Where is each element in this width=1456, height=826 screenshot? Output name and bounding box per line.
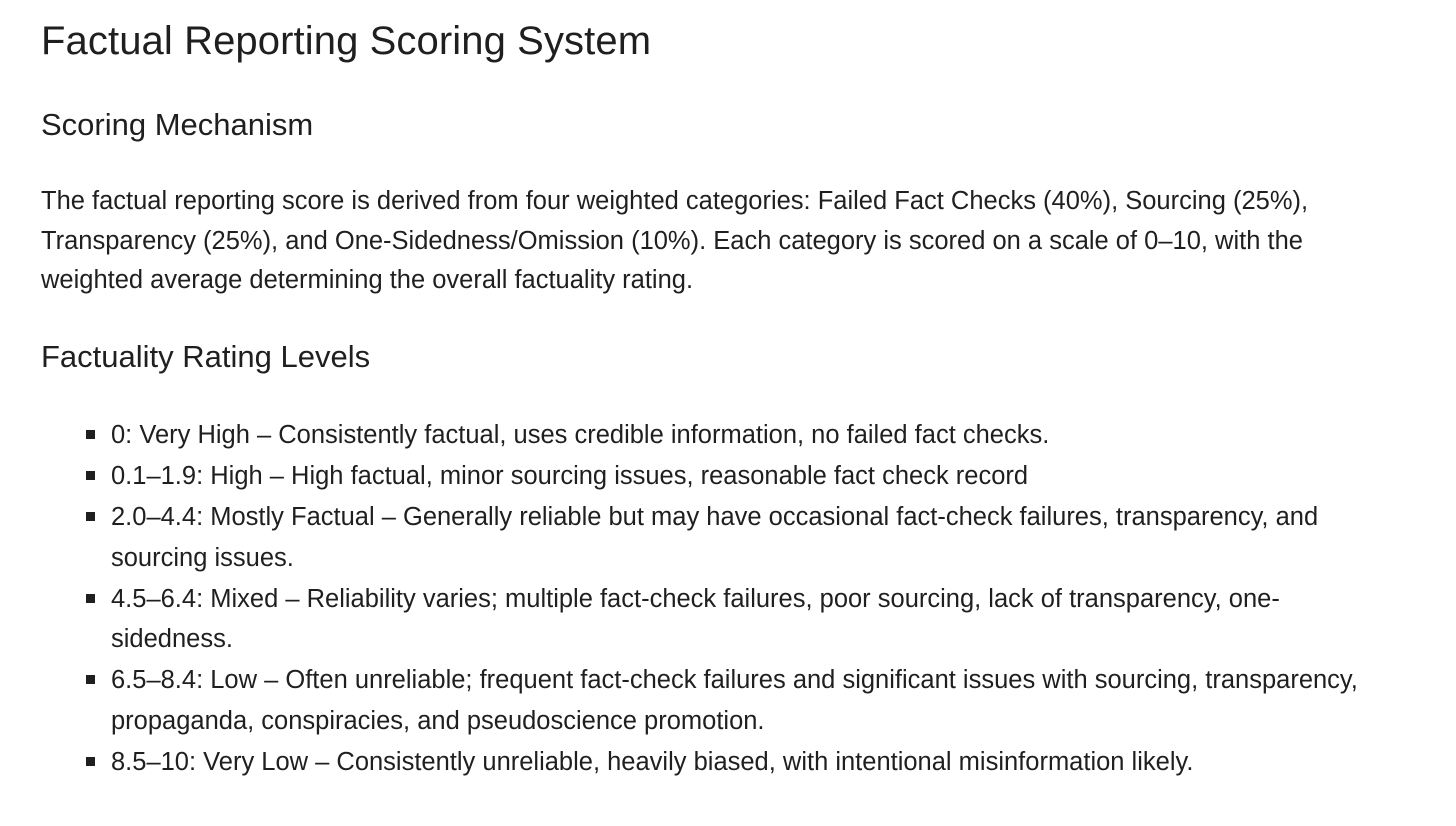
page-title: Factual Reporting Scoring System <box>41 19 652 63</box>
rating-level-high <box>111 456 1401 497</box>
rating-level-text: 0.1–1.9: High – High factual, minor sourcing issues, reasonable fact check record <box>111 462 1029 490</box>
square-bullet-icon <box>86 471 95 480</box>
rating-level-mixed <box>111 579 1401 660</box>
square-bullet-icon <box>86 675 95 684</box>
scoring-mechanism-paragraph: The factual reporting score is derived from four weighted categories: Failed Fact Checks (40%), Sourcing (25%), Transparency (25%), and One-Sidedness/Omission (10%). Each category is scored on a scale of 0–10, with the weighted average determining the overall factuality rating. <box>41 187 1309 294</box>
factuality-rating-levels-heading: Factuality Rating Levels <box>41 339 371 374</box>
rating-level-low <box>111 660 1401 741</box>
rating-level-text: 8.5–10: Very Low – Consistently unreliable, heavily biased, with intentional misinformation likely. <box>111 747 1194 776</box>
rating-level-text: 2.0–4.4: Mostly Factual – Generally reliable but may have occasional fact-check failures, transparency, and sourcing issues. <box>111 503 1319 572</box>
rating-level-mostly-factual <box>111 497 1401 578</box>
rating-level-text: 0: Very High – Consistently factual, uses credible information, no failed fact checks. <box>111 421 1050 449</box>
square-bullet-icon <box>86 430 95 439</box>
rating-level-text: 6.5–8.4: Low – Often unreliable; frequent fact-check failures and significant issues with sourcing, transparency, propaganda, conspiracies, and pseudoscience promotion. <box>111 666 1358 735</box>
square-bullet-icon <box>86 594 95 603</box>
rating-level-text: 4.5–6.4: Mixed – Reliability varies; multiple fact-check failures, poor sourcing, lack of transparency, one-sidedness. <box>111 584 1280 653</box>
square-bullet-icon <box>86 757 95 766</box>
rating-levels-list <box>111 415 1401 783</box>
square-bullet-icon <box>86 512 95 521</box>
scoring-mechanism-heading: Scoring Mechanism <box>41 107 314 142</box>
rating-level-very-low <box>111 742 1401 783</box>
rating-level-very-high <box>111 415 1401 456</box>
